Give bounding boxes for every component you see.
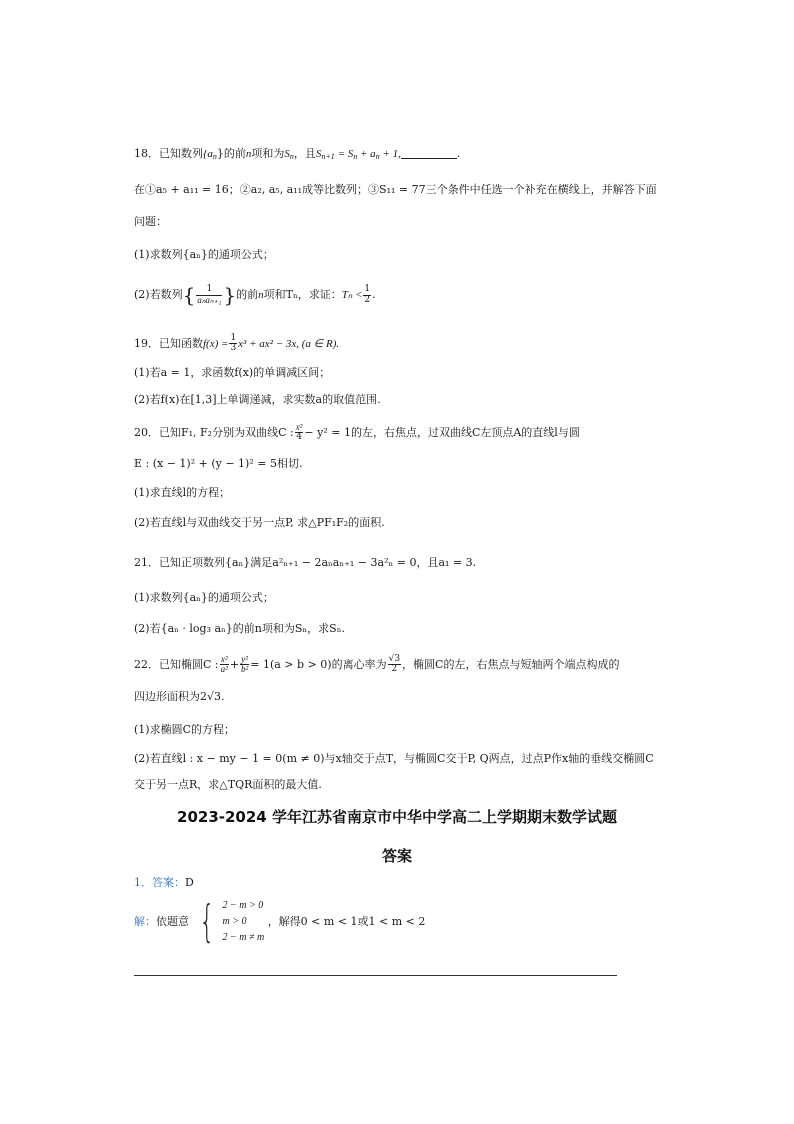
q18-part1: (1)求数列{aₙ}的通项公式； <box>134 248 274 261</box>
q20-part1: (1)求直线l的方程； <box>134 486 231 499</box>
q20-part2: (2)若直线l与双曲线交于另一点P, 求△PF₁F₂的面积. <box>134 516 385 529</box>
q21-part2: (2)若{aₙ · log₃ aₙ}的前n项和为Sₙ，求Sₙ. <box>134 622 345 635</box>
recip-fraction: $\frac{1}{\text{aₙaₙ₊₁}}$ <box>197 284 222 305</box>
answer-1: 1．答案：D <box>134 876 194 889</box>
q19-part1: (1)若a = 1，求函数f(x)的单调减区间； <box>134 366 331 379</box>
q20-circle: E : (x − 1)² + (y − 1)² = 5相切. <box>134 457 303 470</box>
q18-part2: (2)若数列{ $\frac{1}{\text{aₙaₙ₊₁}}$ }的前n项和Tₙ，求证：Tₙ < $\frac{1}{2}$ . <box>134 283 376 307</box>
q18-conditions-cont: 问题： <box>134 215 167 228</box>
q21-stem: 21．已知正项数列{aₙ}满足a²ₙ₊₁ − 2aₙaₙ₊₁ − 3a²ₙ = 0，且a₁ = 3. <box>134 556 477 569</box>
q22-part2-cont: 交于另一点R，求△TQR面积的最大值. <box>134 778 322 791</box>
q18-stem: 18．已知数列$\{a_n\}$的前n项和为$S_n$，且$S_{n+1} = S_n + a_n + 1$, . <box>134 147 461 161</box>
exam-title: 2023-2024 学年江苏省南京市中华中学高二上学期期末数学试题 <box>177 808 617 826</box>
s-subscript: n <box>289 152 294 161</box>
q20-stem: 20．已知F₁, F₂分别为双曲线C : $\frac{\text{x²}}{4}$ − y² = 1的左，右焦点，过双曲线C左顶点A的直线l与圆 <box>134 422 580 443</box>
q22-stem: 22．已知椭圆C : $\frac{\text{x²}}{\text{a²}}$ + $\frac{\text{y²}}{\text{b²}}$ = 1(a > b > 0)的离心率为 $\frac{√3}{2}$ ，椭圆C的左，右焦点与短轴两个端点构成的 <box>134 654 620 675</box>
hyperbola-fraction: $\frac{\text{x²}}{4}$ <box>295 422 303 443</box>
q19-part2: (2)若f(x)在[1,3]上单调递减，求实数a的取值范围. <box>134 393 381 406</box>
half-fraction: $\frac{1}{2}$ <box>364 284 371 305</box>
q18-conditions: 在①a₅ + a₁₁ = 16；②a₂, a₅, a₁₁成等比数列；③S₁₁ = 77三个条件中任选一个补充在横线上，并解答下面 <box>134 183 657 196</box>
q22-part2: (2)若直线l : x − my − 1 = 0(m ≠ 0)与x轴交于点T，与椭圆C交于P, Q两点，过点P作x轴的垂线交椭圆C <box>134 752 654 765</box>
condition-system: { 2 − m > 0 m > 0 2 − m ≠ m <box>198 896 265 947</box>
ellipse-x-fraction: $\frac{\text{x²}}{\text{a²}}$ <box>220 654 228 675</box>
answer-1-solution: 解：依题意 { 2 − m > 0 m > 0 2 − m ≠ m ，解得0 < m < 1或1 < m < 2 <box>134 896 426 947</box>
left-brace-icon: { <box>198 896 215 947</box>
fill-blank <box>401 148 457 159</box>
divider-line <box>134 975 617 976</box>
answer-heading: 答案 <box>381 847 412 865</box>
q19-stem: 19．已知函数f(x) = $\frac{1}{3}$ x³ + ax² − 3x, (a ∈ R). <box>134 333 340 354</box>
q21-part1: (1)求数列{aₙ}的通项公式； <box>134 591 274 604</box>
eccentricity-fraction: $\frac{√3}{2}$ <box>388 654 401 675</box>
ellipse-y-fraction: $\frac{\text{y²}}{\text{b²}}$ <box>241 654 249 675</box>
third-fraction: $\frac{1}{3}$ <box>230 333 237 354</box>
q22-area: 四边形面积为2√3. <box>134 690 225 703</box>
q22-part1: (1)求椭圆C的方程； <box>134 723 235 736</box>
